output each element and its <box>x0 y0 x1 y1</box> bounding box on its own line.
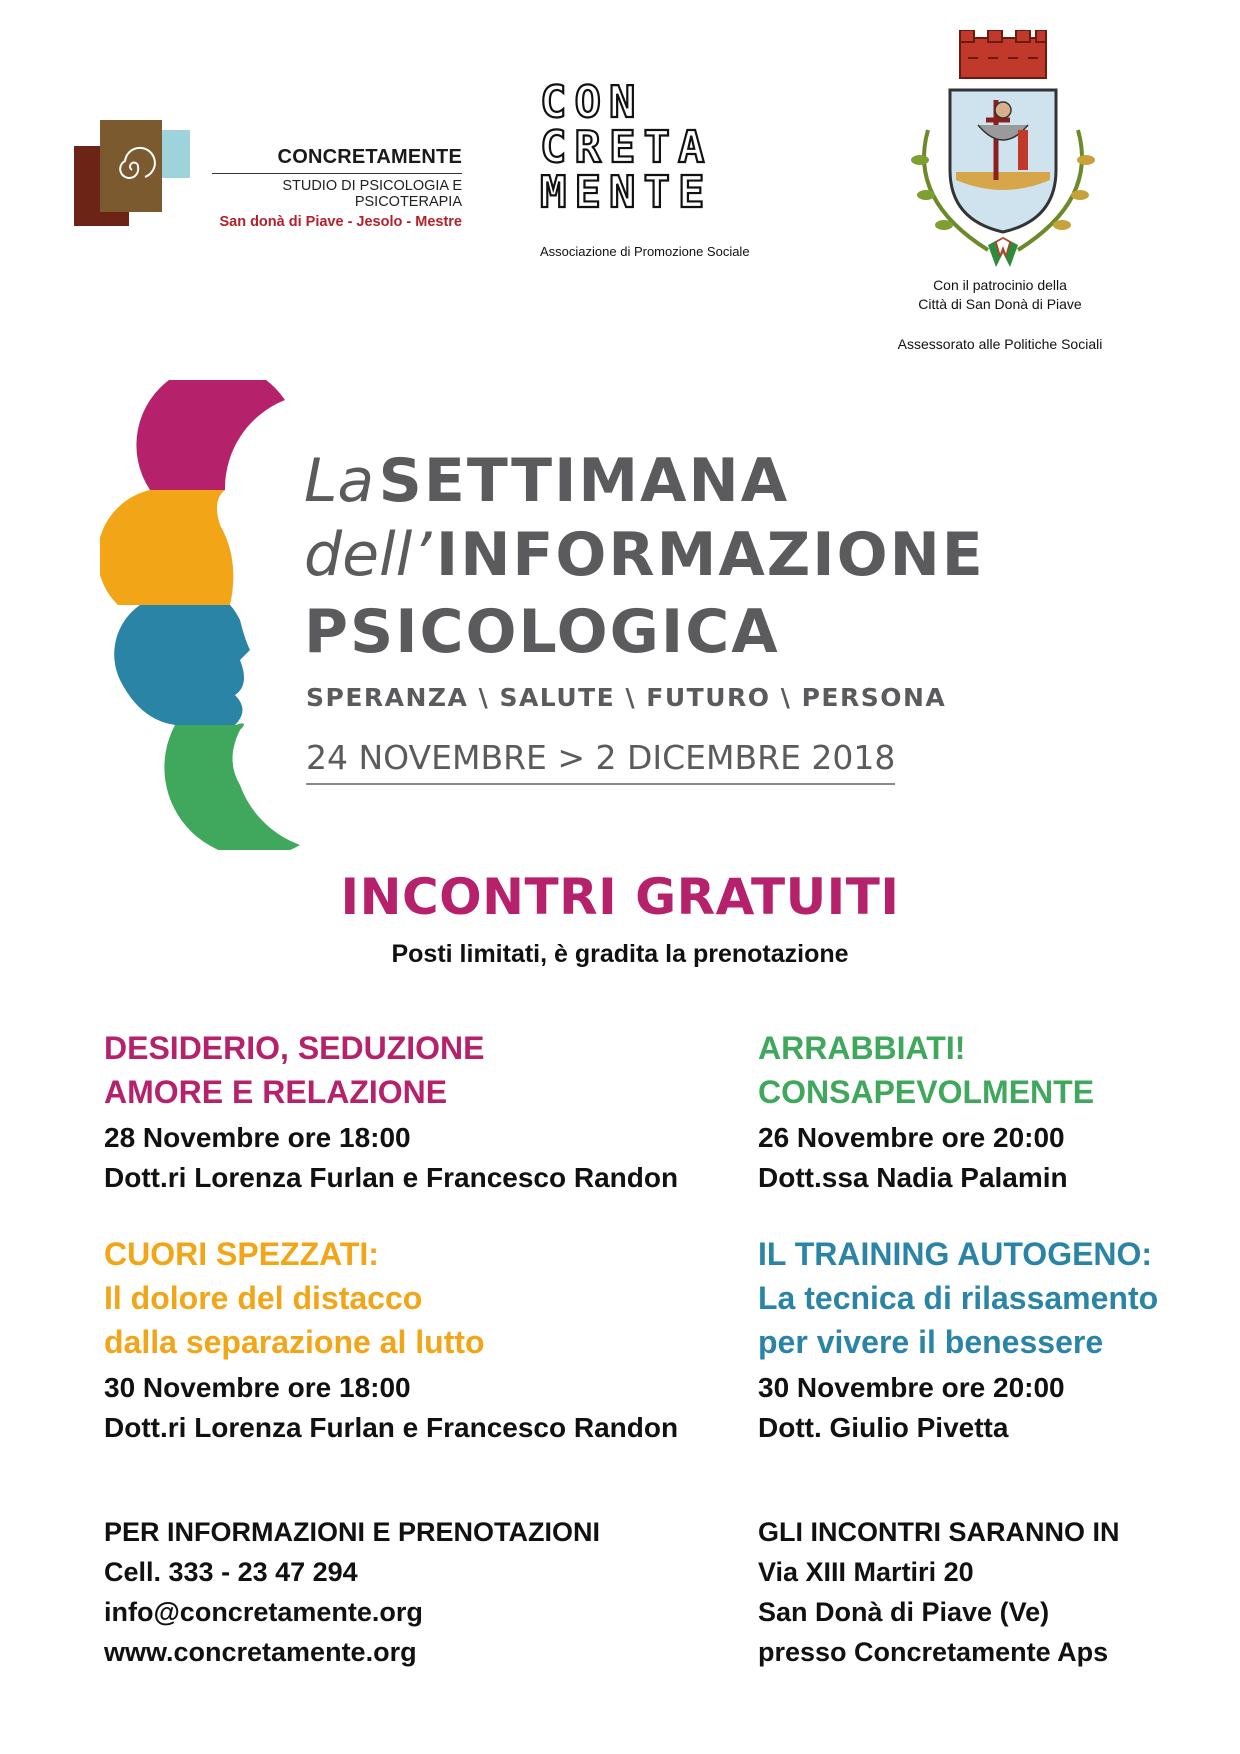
contact-email[interactable]: info@concretamente.org <box>104 1597 423 1627</box>
contact-heading: PER INFORMAZIONI E PRENOTAZIONI <box>104 1517 601 1547</box>
event-title-line: La tecnica di rilassamento <box>758 1280 1159 1316</box>
patronage-line: Con il patrocinio della <box>933 277 1067 293</box>
campaign-title-line-1 <box>304 445 985 517</box>
event-card <box>104 1232 704 1448</box>
event-speaker: Dott.ri Lorenza Furlan e Francesco Randon <box>104 1162 679 1193</box>
patronage-note <box>860 276 1140 314</box>
event-title-line: dalla separazione al lutto <box>104 1324 485 1360</box>
event-date: 28 Novembre ore 18:00 <box>104 1122 411 1153</box>
event-card <box>758 1026 1240 1198</box>
coat-of-arms-icon <box>898 30 1108 270</box>
headline: INCONTRI GRATUITI <box>340 868 900 926</box>
campaign-tagline: SPERANZA \ SALUTE \ FUTURO \ PERSONA <box>306 683 947 712</box>
event-title-line: IL TRAINING AUTOGENO: <box>758 1236 1153 1272</box>
campaign-title-settimana: SETTIMANA <box>378 446 790 516</box>
association-logo-line: MENTE <box>540 167 713 218</box>
association-logo-line: CON <box>540 77 644 128</box>
venue-city: San Donà di Piave (Ve) <box>758 1597 1050 1627</box>
contact-info <box>104 1512 664 1672</box>
event-title-line: per vivere il benessere <box>758 1324 1104 1360</box>
patronage-department: Assessorato alle Politiche Sociali <box>897 336 1103 352</box>
campaign-title-dell: dell’ <box>304 520 432 590</box>
event-speaker: Dott. Giulio Pivetta <box>758 1412 1009 1443</box>
event-title-line: AMORE E RELAZIONE <box>104 1074 448 1110</box>
association-logo <box>540 77 780 218</box>
campaign-title-line-3 <box>304 593 985 671</box>
studio-logo <box>72 118 222 228</box>
association-logo-line: CRETA <box>540 122 713 173</box>
event-speaker: Dott.ri Lorenza Furlan e Francesco Randon <box>104 1412 679 1443</box>
venue-street: Via XIII Martiri 20 <box>758 1557 974 1587</box>
event-date: 26 Novembre ore 20:00 <box>758 1122 1065 1153</box>
event-title-line: ARRABBIATI! <box>758 1030 966 1066</box>
studio-divider <box>212 173 462 174</box>
contact-phone[interactable]: Cell. 333 - 23 47 294 <box>104 1557 358 1587</box>
campaign-title-line-2 <box>304 517 985 593</box>
event-title-line: DESIDERIO, SEDUZIONE <box>104 1030 485 1066</box>
studio-wordmark <box>212 146 462 230</box>
event-title-line: Il dolore del distacco <box>104 1280 423 1316</box>
studio-subtitle: STUDIO DI PSICOLOGIA E PSICOTERAPIA <box>282 178 462 210</box>
contact-website[interactable]: www.concretamente.org <box>104 1637 417 1667</box>
patronage-city: Città di San Donà di Piave <box>918 296 1082 312</box>
event-card <box>758 1232 1240 1448</box>
association-subtitle: Associazione di Promozione Sociale <box>540 244 750 259</box>
venue-heading: GLI INCONTRI SARANNO IN <box>758 1517 1120 1547</box>
event-speaker: Dott.ssa Nadia Palamin <box>758 1162 1068 1193</box>
campaign-title-informazione: INFORMAZIONE <box>435 520 985 590</box>
campaign-title-psicologica: PSICOLOGICA <box>304 597 780 667</box>
campaign-title <box>304 445 985 671</box>
campaign-title-la: La <box>304 446 375 516</box>
event-date: 30 Novembre ore 18:00 <box>104 1372 411 1403</box>
event-date: 30 Novembre ore 20:00 <box>758 1372 1065 1403</box>
subheadline: Posti limitati, è gradita la prenotazione <box>391 940 849 968</box>
event-title-line: CUORI SPEZZATI: <box>104 1236 379 1272</box>
event-title-line: CONSAPEVOLMENTE <box>758 1074 1095 1110</box>
studio-name: CONCRETAMENTE <box>277 146 462 168</box>
event-card <box>104 1026 704 1198</box>
venue-place: presso Concretamente Aps <box>758 1637 1109 1667</box>
campaign-dates: 24 NOVEMBRE > 2 DICEMBRE 2018 <box>306 738 895 785</box>
venue-info <box>758 1512 1240 1672</box>
studio-locations: San donà di Piave - Jesolo - Mestre <box>219 214 462 230</box>
